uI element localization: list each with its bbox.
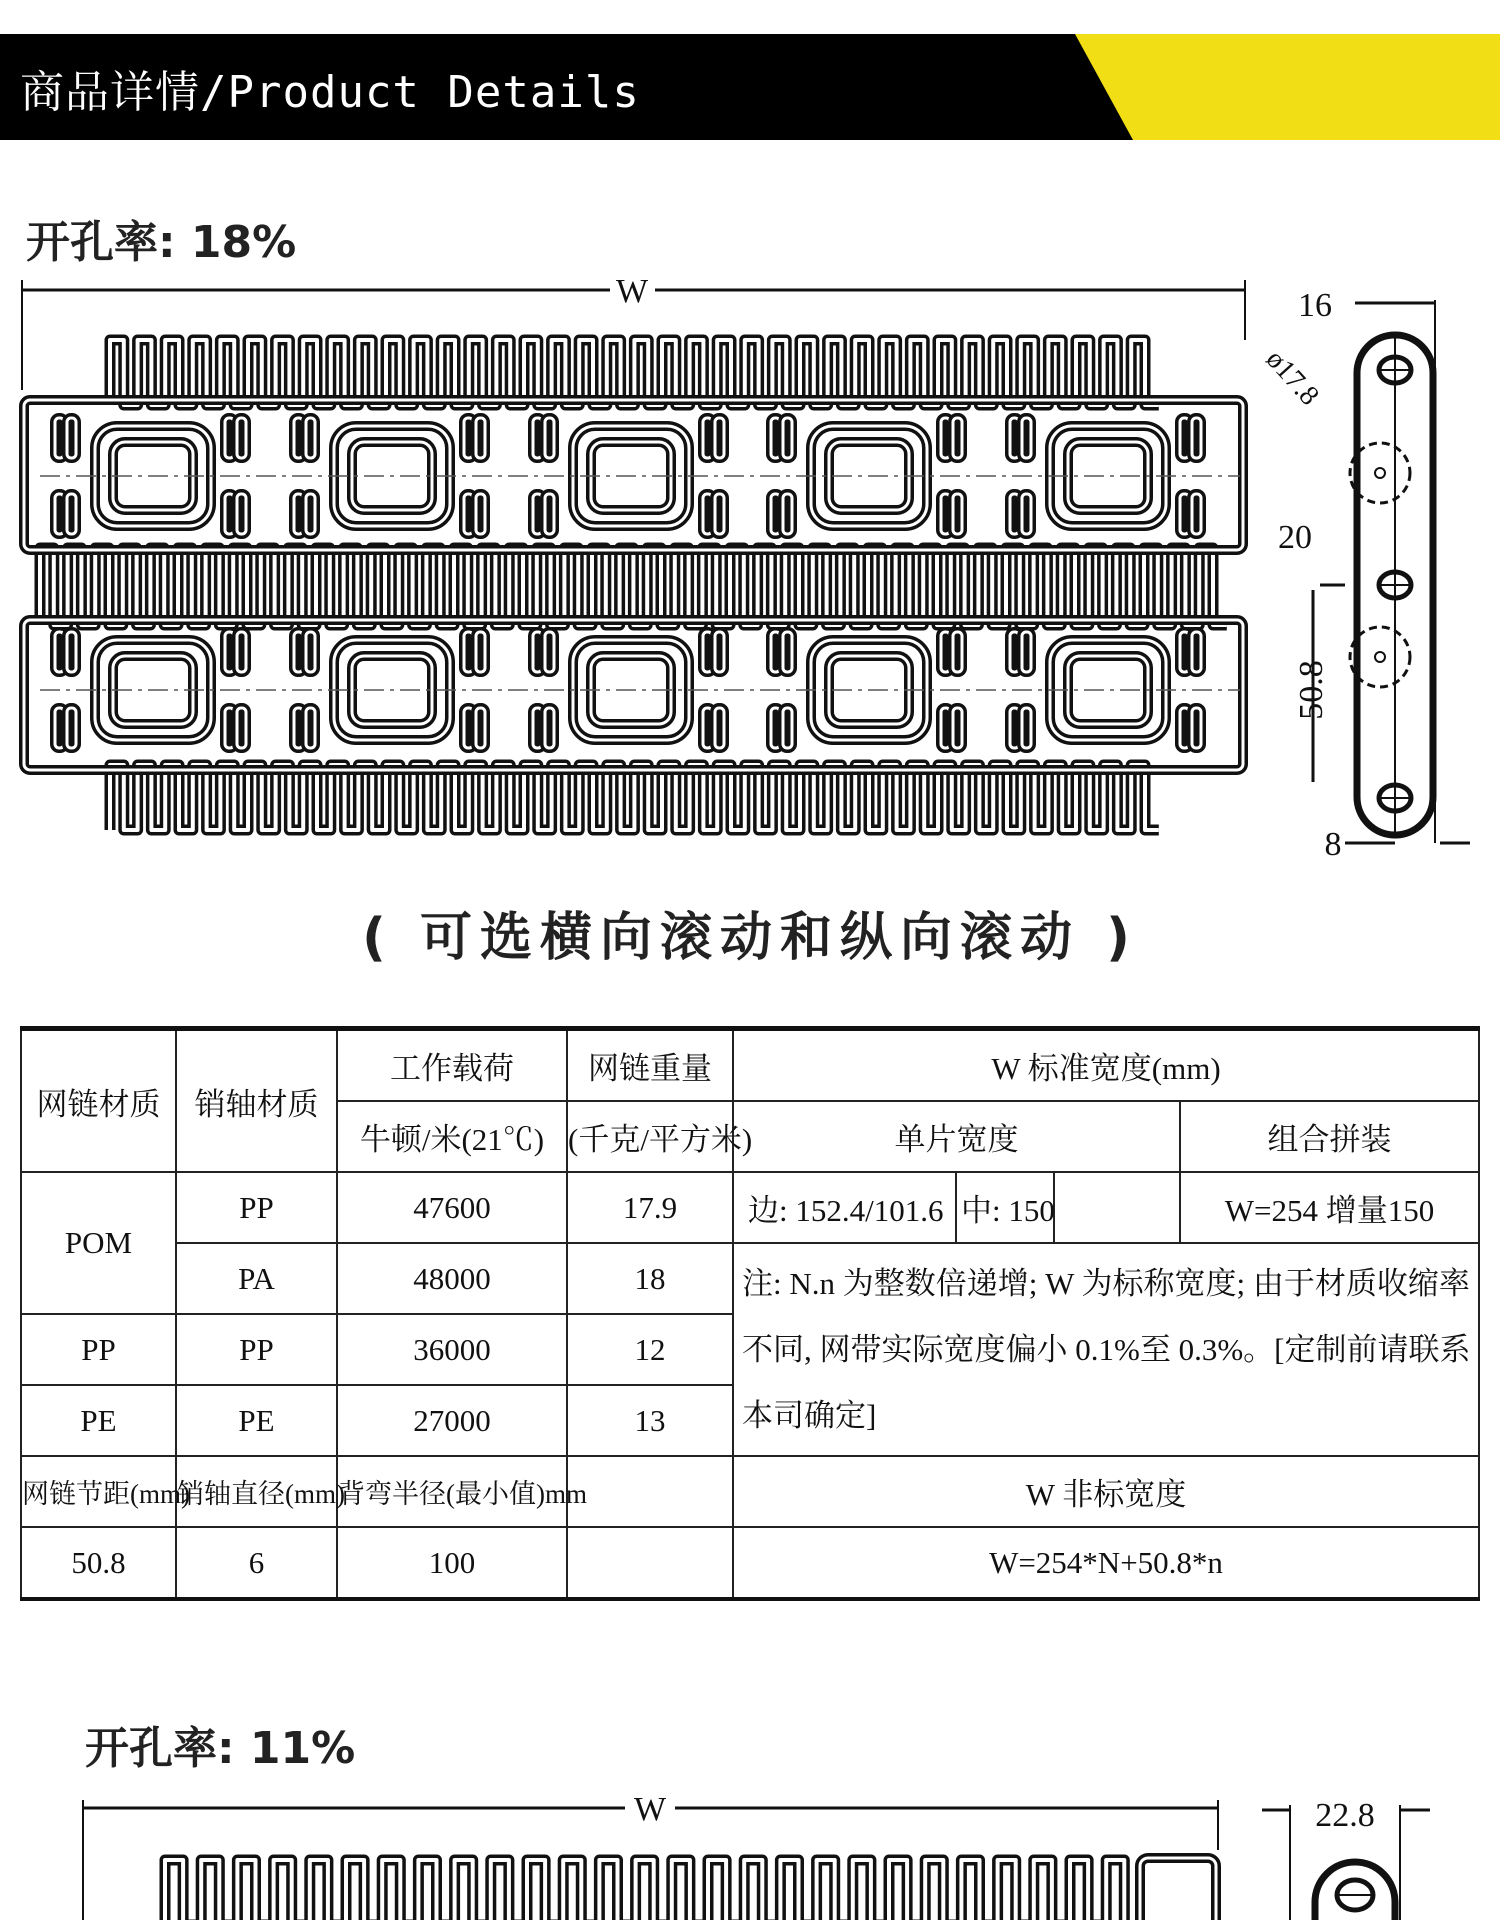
roll-option-subtitle: ( 可选横向滚动和纵向滚动 ) — [362, 908, 1138, 968]
cell-pin: PA — [176, 1243, 337, 1314]
cell-empty — [567, 1456, 733, 1527]
cell-weight: 17.9 — [567, 1172, 733, 1243]
cell-single-mid: 中: 150 — [956, 1172, 1054, 1243]
cell-single-edge: 边: 152.4/101.6 — [733, 1172, 956, 1243]
cell-weight: 13 — [567, 1385, 733, 1456]
header-chain-material: 网链材质 — [21, 1029, 176, 1173]
cell-load: 48000 — [337, 1243, 567, 1314]
cell-pin-diameter: 6 — [176, 1527, 337, 1599]
cell-load: 27000 — [337, 1385, 567, 1456]
belt-edge-block — [1140, 1858, 1216, 1920]
dim-thickness-label-2: 22.8 — [1315, 1797, 1375, 1834]
dim-thickness-label: 16 — [1298, 287, 1332, 324]
cell-load: 36000 — [337, 1314, 567, 1385]
header-pitch: 网链节距(mm) — [21, 1456, 176, 1527]
cell-chain: POM — [21, 1172, 176, 1314]
belt-diagram-11 — [0, 1750, 1500, 1920]
cell-nonstd-formula: W=254*N+50.8*n — [733, 1527, 1479, 1599]
cell-empty — [1054, 1172, 1180, 1243]
spec-table — [20, 1026, 1480, 1601]
table-row — [21, 1172, 1479, 1243]
belt-teeth — [165, 1860, 1124, 1920]
dim-sprocket-label: ø17.8 — [1259, 343, 1325, 412]
belt-teeth — [40, 548, 1227, 625]
sprocket-center — [1375, 468, 1385, 478]
dim-offset-label: 20 — [1278, 519, 1312, 556]
dim-width-label-2: W — [633, 1791, 667, 1828]
header-weight: 网链重量 — [567, 1029, 733, 1102]
header-back-radius: 背弯半径(最小值)mm — [337, 1456, 567, 1527]
dim-width-label: W — [615, 273, 649, 310]
cell-pin: PP — [176, 1314, 337, 1385]
open-rate-label-2: 开孔率: 11% — [85, 1723, 356, 1774]
cell-pin: PE — [176, 1385, 337, 1456]
header-std-width: W 标准宽度(mm) — [733, 1029, 1479, 1102]
cell-combo: W=254 增量150 — [1180, 1172, 1479, 1243]
cell-pitch: 50.8 — [21, 1527, 176, 1599]
cell-chain: PE — [21, 1385, 176, 1456]
header-weight-unit: (千克/平方米) — [567, 1101, 733, 1172]
table-row — [21, 1243, 1479, 1314]
header-load: 工作载荷 — [337, 1029, 567, 1102]
header-combo: 组合拼装 — [1180, 1101, 1479, 1172]
dim-edge-label: 8 — [1324, 826, 1342, 863]
header-load-unit: 牛顿/米(21℃) — [337, 1101, 567, 1172]
header-nonstd-width: W 非标宽度 — [733, 1456, 1479, 1527]
cell-empty — [567, 1527, 733, 1599]
header-single-width: 单片宽度 — [733, 1101, 1180, 1172]
header-title: 商品详情/Product Details — [20, 67, 640, 118]
header-pin-material: 销轴材质 — [176, 1029, 337, 1173]
cell-chain: PP — [21, 1314, 176, 1385]
cell-back-radius: 100 — [337, 1527, 567, 1599]
cell-pin: PP — [176, 1172, 337, 1243]
cell-weight: 18 — [567, 1243, 733, 1314]
sprocket-center — [1375, 652, 1385, 662]
belt-edge-block — [1140, 1858, 1216, 1920]
belt-diagram-18 — [0, 0, 1500, 870]
width-note: 注: N.n 为整数倍递增; W 为标称宽度; 由于材质收缩率不同, 网带实际宽度偏小 0.1%至 0.3%。[定制前请联系本司确定] — [733, 1243, 1479, 1456]
dim-pitch-label: 50.8 — [1293, 660, 1330, 720]
open-rate-label: 开孔率: 18% — [26, 217, 297, 268]
header-pin-diameter: 销轴直径(mm) — [176, 1456, 337, 1527]
cell-load: 47600 — [337, 1172, 567, 1243]
cell-weight: 12 — [567, 1314, 733, 1385]
